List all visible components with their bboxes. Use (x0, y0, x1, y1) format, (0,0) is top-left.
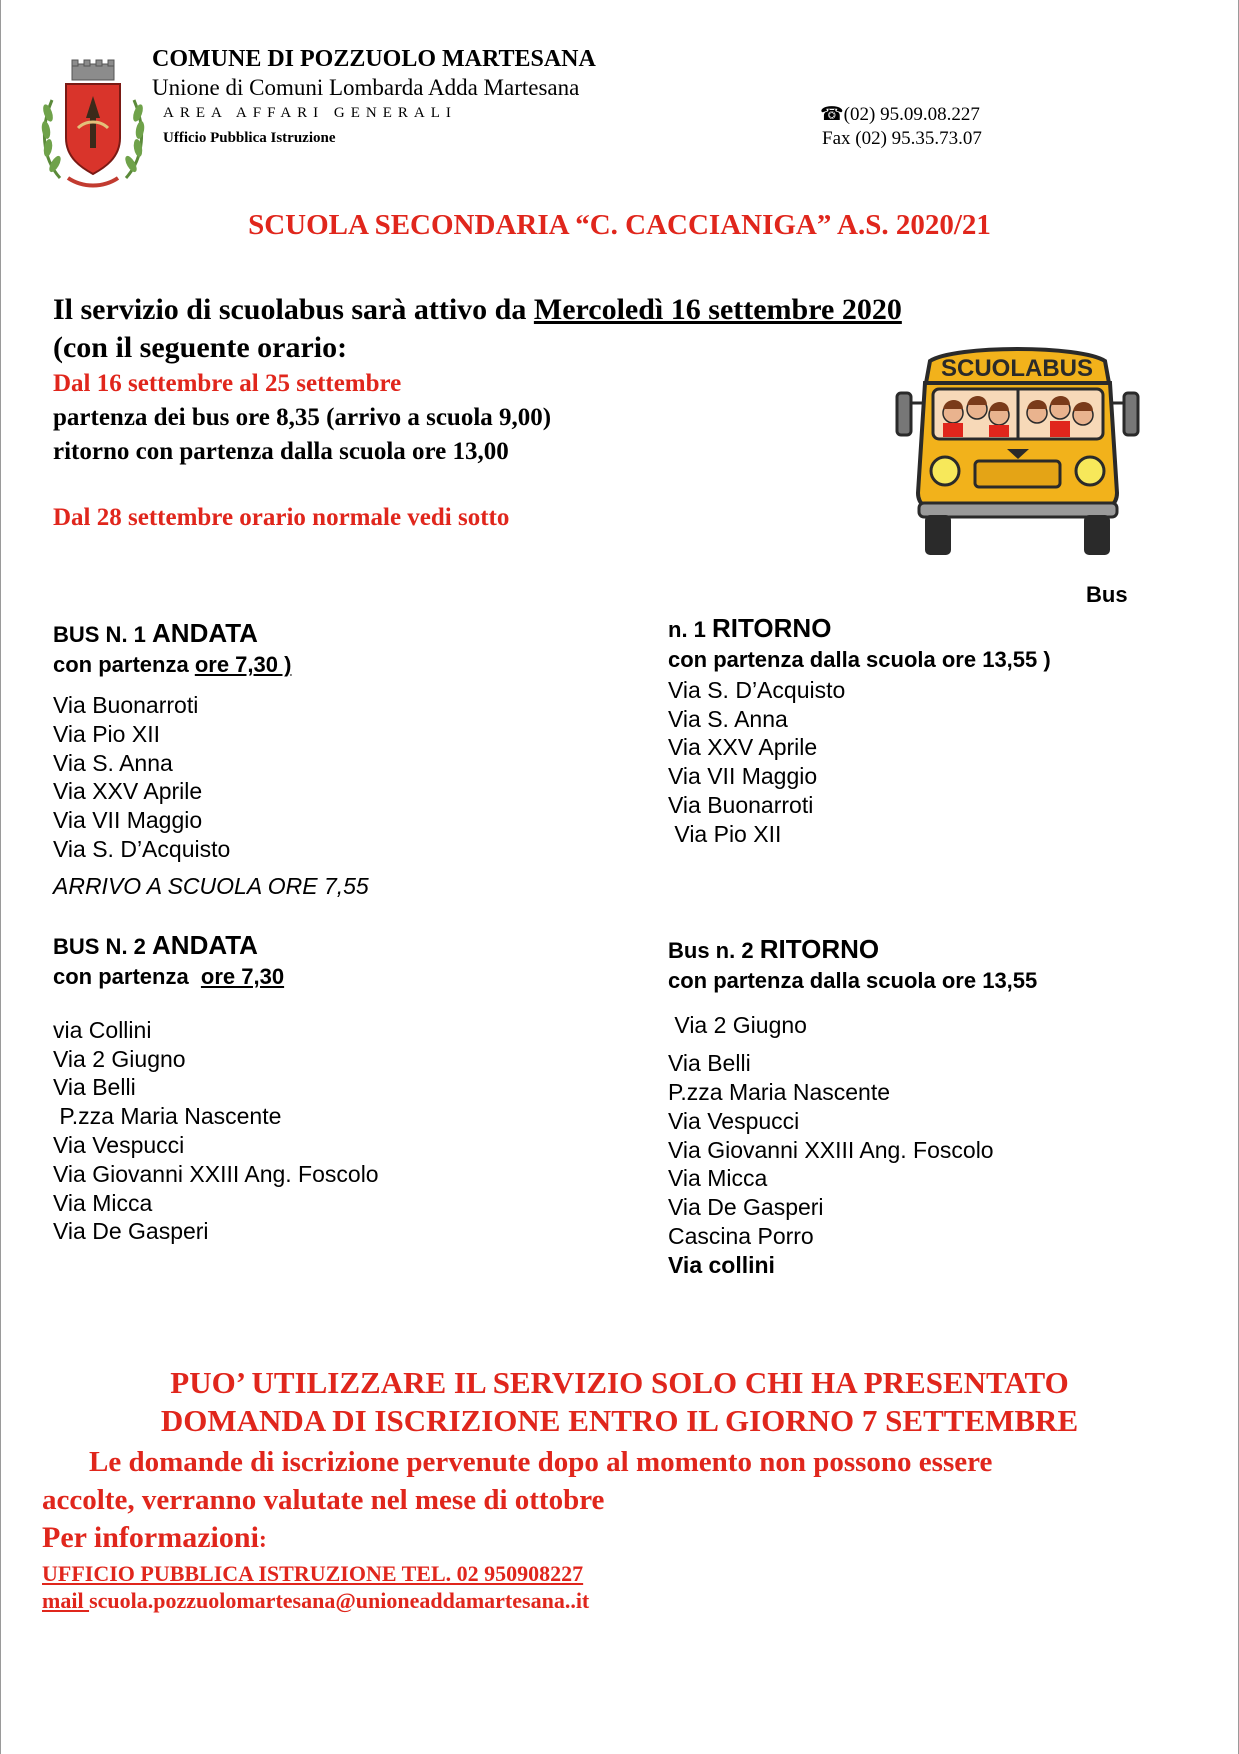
second-period-note: Dal 28 settembre orario normale vedi sotto (53, 504, 510, 531)
office-phone-text: UFFICIO PUBBLICA ISTRUZIONE TEL. 02 950908227 (42, 1561, 584, 1586)
bus1-ritorno-stop: Via S. D’Acquisto (668, 677, 846, 703)
bus1-ritorno-prefix: n. 1 (668, 617, 713, 642)
bus1-ritorno-stop: Via S. Anna (668, 706, 788, 732)
intro-line-2: (con il seguente orario: (53, 331, 348, 364)
bus1-andata-subtitle (53, 652, 291, 678)
phone-number: ☎(02) 95.09.08.227 (820, 104, 980, 125)
department-area: AREA AFFARI GENERALI (163, 105, 457, 121)
bus1-andata-sub-text: con partenza (53, 652, 195, 677)
bus2-andata-stop: Via Vespucci (53, 1132, 185, 1158)
bus2-andata-sub-text: con partenza (53, 964, 201, 989)
bus2-andata-stop: Via Belli (53, 1074, 136, 1100)
bus2-andata-label: ANDATA (152, 930, 258, 960)
bus1-ritorno-subtitle: con partenza dalla scuola ore 13,55 ) (668, 647, 1051, 672)
bus2-ritorno-stop: Via Micca (668, 1165, 768, 1191)
bus2-ritorno-first-stop: Via 2 Giugno (668, 1012, 807, 1038)
bus1-ritorno-stop: Via VII Maggio (668, 763, 818, 789)
bus2-andata-stop: P.zza Maria Nascente (53, 1103, 282, 1129)
late-applications-note-line-2: accolte, verranno valutate nel mese di ottobre (42, 1484, 605, 1516)
bus1-ritorno-stop: Via Buonarroti (668, 792, 814, 818)
bus1-ritorno-label: RITORNO (712, 613, 832, 643)
bus2-ritorno-prefix: Bus n. 2 (668, 938, 760, 963)
document-title: SCUOLA SECONDARIA “C. CACCIANIGA” A.S. 2020/21 (248, 209, 991, 241)
mail-link[interactable] (42, 1588, 589, 1614)
info-label: Per informazioni (42, 1521, 259, 1554)
municipality-name: COMUNE DI POZZUOLO MARTESANA (152, 46, 596, 72)
bus2-andata-stop: via Collini (53, 1017, 152, 1043)
bus1-andata-stop: Via Pio XII (53, 721, 160, 747)
intro-text: Il servizio di scuolabus sarà attivo da (53, 293, 534, 326)
bus2-andata-stop: Via Micca (53, 1190, 153, 1216)
illustration-caption: Bus (1086, 582, 1128, 607)
bus2-ritorno-stop: Via Belli (668, 1050, 751, 1076)
bus2-ritorno-stop: Via Giovanni XXIII Ang. Foscolo (668, 1137, 994, 1163)
bus1-andata-stop: Via S. Anna (53, 750, 173, 776)
bus2-andata-time: ore 7,30 (200, 964, 285, 989)
bus1-andata-stop: Via S. D’Acquisto (53, 836, 231, 862)
enrollment-warning-line-2: DOMANDA DI ISCRIZIONE ENTRO IL GIORNO 7 SETTEMBRE (160, 1403, 1079, 1438)
school-bus-illustration (895, 343, 1140, 558)
info-colon: : (258, 1527, 267, 1553)
bus2-ritorno-subtitle: con partenza dalla scuola ore 13,55 (668, 968, 1038, 993)
bus-sign-text: SCUOLABUS (940, 355, 1094, 382)
first-period-return: ritorno con partenza dalla scuola ore 13,00 (53, 438, 509, 465)
first-period-heading: Dal 16 settembre al 25 settembre (53, 370, 402, 397)
office-phone-link[interactable] (42, 1561, 583, 1587)
union-name: Unione di Comuni Lombarda Adda Martesana (152, 75, 580, 100)
bus1-andata-stop: Via Buonarroti (53, 692, 199, 718)
info-heading (42, 1521, 267, 1555)
enrollment-warning-line-1: PUO’ UTILIZZARE IL SERVIZIO SOLO CHI HA PRESENTATO (170, 1365, 1069, 1400)
office-name: Ufficio Pubblica Istruzione (163, 130, 336, 146)
bus2-ritorno-heading (668, 934, 879, 965)
bus2-ritorno-label: RITORNO (759, 934, 880, 964)
bus1-ritorno-heading (668, 613, 831, 644)
late-applications-note-line-1: Le domande di iscrizione pervenute dopo al momento non possono essere (89, 1446, 993, 1478)
fax-number: Fax (02) 95.35.73.07 (822, 128, 982, 149)
first-period-departure: partenza dei bus ore 8,35 (arrivo a scuola 9,00) (53, 404, 552, 431)
bus1-arrival-time: ARRIVO A SCUOLA ORE 7,55 (53, 873, 369, 899)
bus1-andata-heading (53, 618, 258, 649)
bus2-andata-heading (53, 930, 258, 961)
bus2-andata-prefix: BUS N. 2 (53, 934, 153, 959)
bus1-andata-time: ore 7,30 ) (194, 652, 292, 677)
bus2-andata-stop: Via De Gasperi (53, 1218, 209, 1244)
bus2-andata-stop: Via Giovanni XXIII Ang. Foscolo (53, 1161, 379, 1187)
bus2-ritorno-stop: P.zza Maria Nascente (668, 1079, 891, 1105)
bus2-andata-stop: Via 2 Giugno (53, 1046, 186, 1072)
page-border-left (0, 0, 1, 1754)
bus1-andata-label: ANDATA (152, 618, 258, 648)
bus1-andata-prefix: BUS N. 1 (53, 622, 153, 647)
bus2-ritorno-stop: Via De Gasperi (668, 1194, 824, 1220)
bus2-ritorno-stop: Via Vespucci (668, 1108, 800, 1134)
bus2-ritorno-last-stop: Via collini (668, 1252, 775, 1278)
bus2-andata-subtitle (53, 964, 284, 990)
bus1-andata-stop: Via VII Maggio (53, 807, 203, 833)
mail-label: mail (42, 1588, 90, 1613)
bus2-ritorno-stop: Cascina Porro (668, 1223, 814, 1249)
bus1-andata-stop: Via XXV Aprile (53, 778, 203, 804)
municipality-crest-logo (38, 58, 148, 190)
bus1-ritorno-stop: Via XXV Aprile (668, 734, 818, 760)
intro-line-1 (53, 293, 902, 327)
mail-address: scuola.pozzuolomartesana@unioneaddamartesana..it (89, 1588, 590, 1613)
start-date: Mercoledì 16 settembre 2020 (533, 293, 902, 326)
bus1-ritorno-stop: Via Pio XII (668, 821, 782, 847)
